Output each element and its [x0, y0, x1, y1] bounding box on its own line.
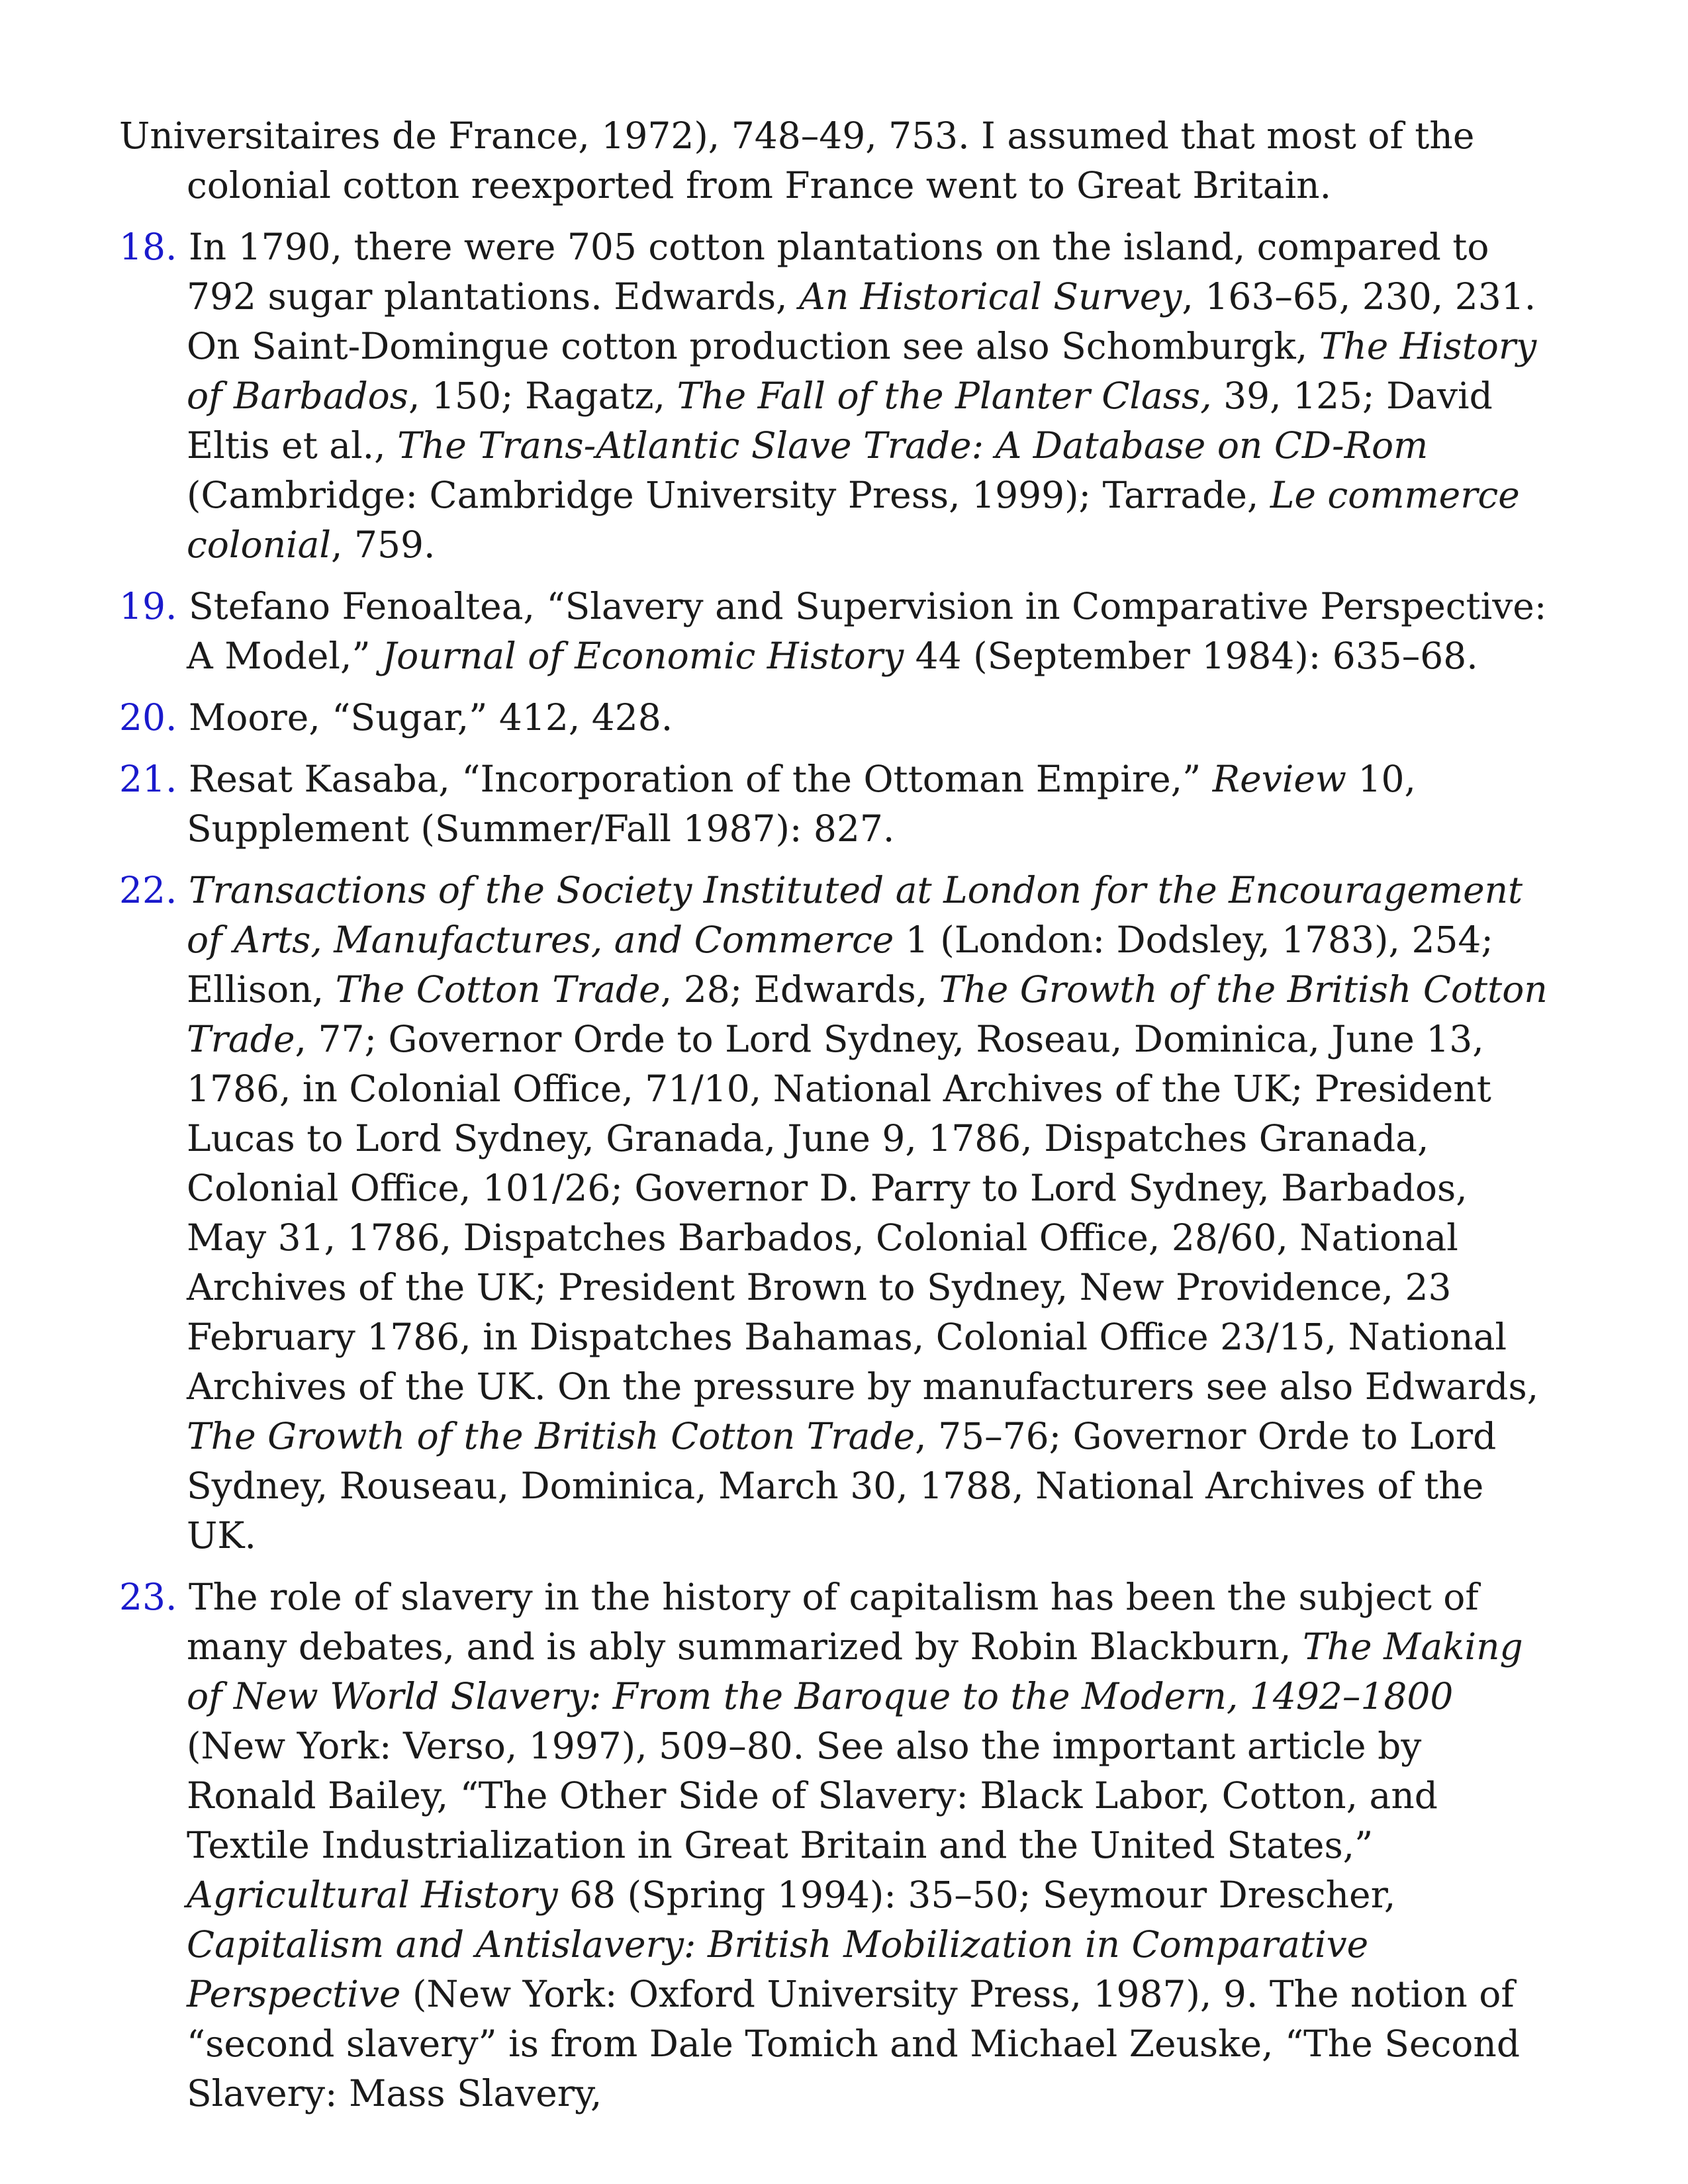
- note-text: (New York: Oxford University Press, 1987), 9. The notion of “second slavery” is from Dale Tomich and Michael Zeuske, “The Second Slavery: Mass Slavery,: [187, 1973, 1521, 2115]
- note-text: , 75–76; Governor Orde to Lord Sydney, Rouseau, Dominica, March 30, 1788, National Archives of the UK.: [187, 1415, 1497, 1557]
- italic-title: Journal of Economic History: [382, 635, 904, 677]
- italic-title: Transactions of the Society Instituted at London for the Encouragement of Arts, Manufactures, and Commerce: [187, 869, 1523, 961]
- endnote-number-link[interactable]: 23.: [119, 1576, 177, 1618]
- note-text: , 28; Edwards,: [660, 968, 939, 1011]
- note-text: (Cambridge: Cambridge University Press, 1999); Tarrade,: [187, 474, 1270, 516]
- italic-title: Le commerce colonial: [187, 474, 1520, 566]
- endnote-20: [119, 693, 1556, 743]
- note-text: 39, 125; David Eltis et al.,: [187, 375, 1493, 467]
- note-text: , 77; Governor Orde to Lord Sydney, Roseau, Dominica, June 13, 1786, in Colonial Office, 71/10, National Archives of the UK; President Lucas to Lord Sydney, Granada, June 9, 1786, Dispatches Granada, Colonial Office, 101/26; Governor D. Parry to Lord Sydney, Barbados, May 31, 1786, Dispatches Barbados, Colonial Office, 28/60, National Archives of the UK; President Brown to Sydney, New Providence, 23 February 1786, in Dispatches Bahamas, Colonial Office 23/15, National Archives of the UK. On the pressure by manufacturers see also Edwards,: [187, 1018, 1539, 1408]
- note-text: 44 (September 1984): 635–68.: [904, 635, 1478, 677]
- endnotes-list: [119, 111, 1556, 2118]
- italic-title: The Growth of the British Cotton Trade: [187, 1415, 915, 1457]
- note-text: The role of slavery in the history of capitalism has been the subject of many debates, and is ably summarized by Robin Blackburn,: [177, 1576, 1479, 1668]
- italic-title: The Making of New World Slavery: From the Baroque to the Modern, 1492–1800: [187, 1625, 1523, 1717]
- note-text: (New York: Verso, 1997), 509–80. See also the important article by Ronald Bailey, “The Other Side of Slavery: Black Labor, Cotton, and Textile Industrialization in Great Britain and the United States,”: [187, 1725, 1438, 1866]
- italic-title: Agricultural History: [187, 1874, 558, 1916]
- endnote-number-link[interactable]: 21.: [119, 758, 177, 800]
- note-text: 1 (London: Dodsley, 1783), 254; Ellison,: [187, 919, 1493, 1011]
- italic-title: The Growth of the British Cotton Trade: [187, 968, 1548, 1060]
- note-text: Resat Kasaba, “Incorporation of the Ottoman Empire,”: [177, 758, 1213, 800]
- endnote-number-link[interactable]: 19.: [119, 585, 177, 627]
- italic-title: Capitalism and Antislavery: British Mobilization in Comparative Perspective: [187, 1923, 1369, 2015]
- endnote-number-link[interactable]: 22.: [119, 869, 177, 911]
- endnote-19: [119, 582, 1556, 681]
- endnote-number-link[interactable]: 20.: [119, 696, 177, 739]
- endnote-21: [119, 754, 1556, 854]
- note-text: , 759.: [331, 523, 436, 566]
- italic-title: The Cotton Trade: [335, 968, 661, 1011]
- note-text: Universitaires de France, 1972), 748–49, 753. I assumed that most of the colonial cotton reexported from France went to Great Britain.: [119, 114, 1475, 206]
- note-text: , 150; Ragatz,: [408, 375, 677, 417]
- note-text: 68 (Spring 1994): 35–50; Seymour Drescher,: [557, 1874, 1396, 1916]
- note-text: In 1790, there were 705 cotton plantations on the island, compared to 792 sugar plantations. Edwards,: [177, 226, 1489, 318]
- note-text: Moore, “Sugar,” 412, 428.: [177, 696, 673, 739]
- note-text: , 163–65, 230, 231. On Saint-Domingue cotton production see also Schomburgk,: [187, 275, 1536, 367]
- note-text: 10, Supplement (Summer/Fall 1987): 827.: [187, 758, 1416, 850]
- italic-title: The History of Barbados: [187, 325, 1537, 417]
- italic-title: An Historical Survey: [799, 275, 1182, 318]
- italic-title: Review: [1212, 758, 1346, 800]
- endnote-number-link[interactable]: 18.: [119, 226, 177, 268]
- endnote-continuation: [119, 111, 1556, 210]
- note-text: [177, 869, 188, 911]
- italic-title: The Trans-Atlantic Slave Trade: A Database on CD-Rom: [397, 424, 1429, 467]
- endnote-18: [119, 222, 1556, 570]
- italic-title: The Fall of the Planter Class,: [677, 375, 1212, 417]
- endnote-22: [119, 866, 1556, 1561]
- note-text: Stefano Fenoaltea, “Slavery and Supervision in Comparative Perspective: A Model,”: [177, 585, 1547, 677]
- endnote-23: [119, 1572, 1556, 2118]
